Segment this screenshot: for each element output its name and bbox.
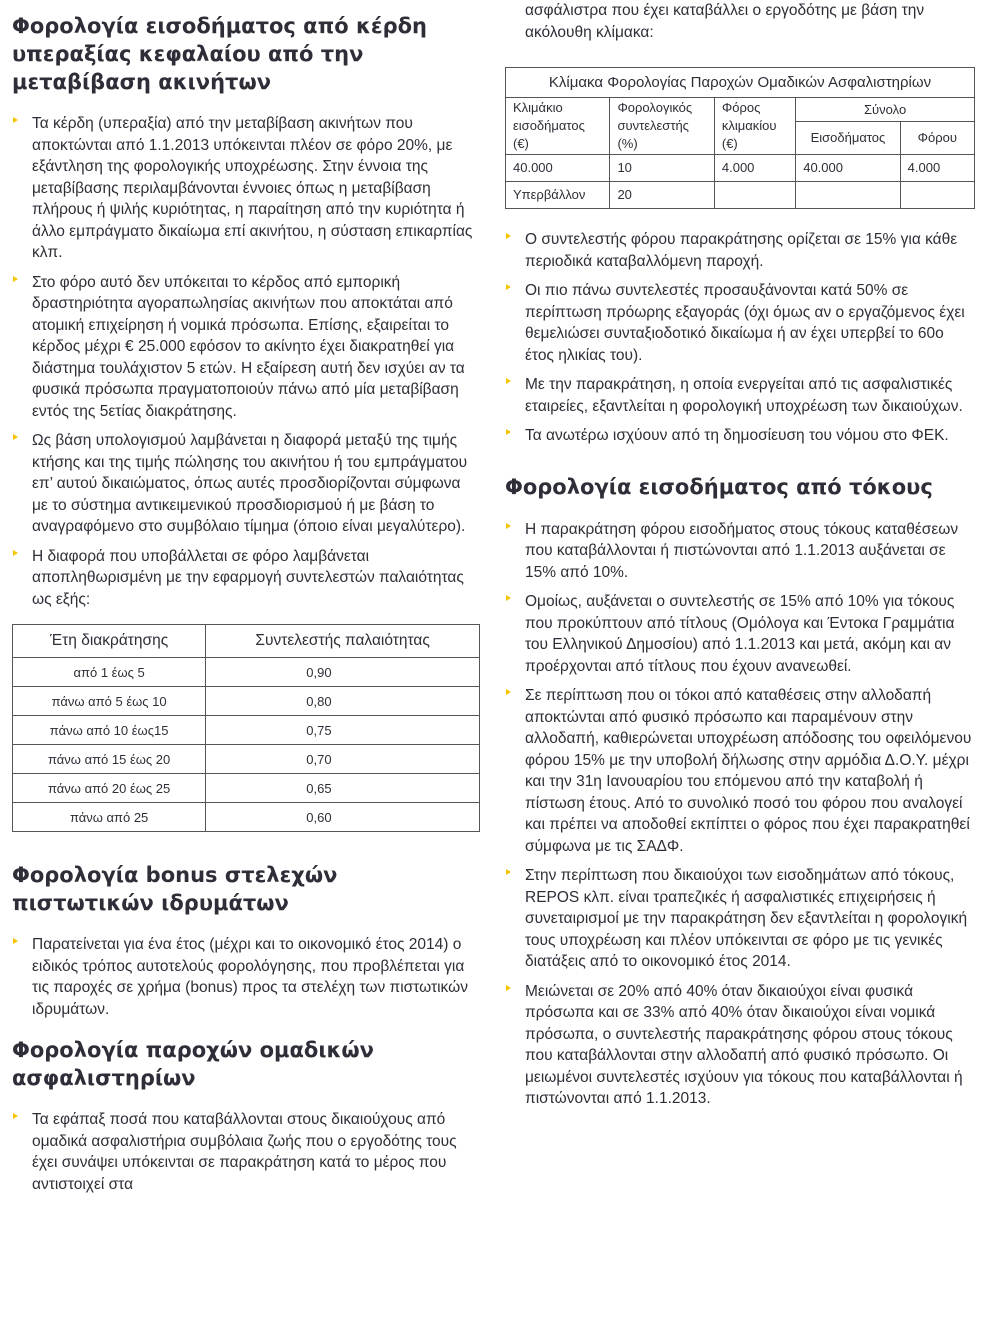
list-item-text: Στο φόρο αυτό δεν υπόκειται το κέρδος από εμπορική δραστηριότητα αγοραπωλησίας ακινήτων που αποκτάται από ατομική επιχείρηση ή νομικά πρόσωπα. Επίσης, εξαιρείται το κέρδος μέχρι € 25.000 εφόσον το ακίνητο έχει διακρατηθεί για διάστημα τουλάχιστον 5 ετών. Η εξαίρεση αυτή δεν ισχύει αν τα φυσικά πρόσωπα πραγματοποιούν πάνω από μία μεταβίβαση εντός της 5ετίας διακράτησης. [32,273,465,420]
continuation-text: ασφάλιστρα που έχει καταβάλλει ο εργοδότης με βάση την ακόλουθη κλίμακα: [525,2,925,41]
table-cell: 4.000 [714,155,795,182]
table-cell: πάνω από 10 έως15 [13,716,206,745]
bonus-list [12,934,480,1020]
list-item [505,229,975,272]
list-item-text: Μειώνεται σε 20% από 40% όταν δικαιούχοι είναι φυσικά πρόσωπα και σε 33% από 40% όταν δικαιούχοι είναι νομικά πρόσωπα, ο συντελεστής παρακράτησης φόρου στους τόκους που καταβάλλονται στην αλλοδαπή από φυσικό πρόσωπο. Οι μειωμένοι συντελεστές ισχύουν για τόκους που καταβάλλονται ή πιστώνονται από 1.1.2013. [525,982,963,1107]
table-cell: 40.000 [506,155,610,182]
table-cell: 0,65 [206,774,480,803]
list-item [505,685,975,857]
bullet-icon [506,429,511,435]
list-item [12,934,480,1020]
bullet-icon [13,550,18,556]
column-header: Συντελεστής παλαιότητας [206,625,480,658]
section-title-bonus: Φορολογία bonus στελεχών πιστωτικών ιδρυμάτων [12,863,338,915]
insurance-notes-list [505,229,975,447]
bullet-icon [506,284,511,290]
list-item [505,865,975,973]
list-item-text: Η παρακράτηση φόρου εισοδήματος στους τόκους καταθέσεων που καταβάλλονται ή πιστώνονται από 1.1.2013 αυξάνεται σε 15% από 10%. [525,520,959,581]
list-item-text: Στην περίπτωση που δικαιούχοι των εισοδημάτων από τόκους, REPOS κλπ. είναι τραπεζικές ή ασφαλιστικές επιχειρήσεις ή συνεταιρισμοί με την παρακράτηση δεν εξαντλείται η φορολογική τους υποχρέωση και πλέον υπόκεινται σε φόρο με τις γενικές διατάξεις από το οικονομικό έτος 2014. [525,867,968,970]
right-column [505,0,975,1118]
table-cell [714,182,795,209]
list-item-text: Παρατείνεται για ένα έτος (μέχρι και το οικονομικό έτος 2014) ο ειδικός τρόπος αυτοτελούς φορολόγησης, που προβλέπεται για τις παροχές σε χρήμα (bonus) προς τα στελέχη των πιστωτικών ιδρυμάτων. [32,936,468,1018]
table-cell: 4.000 [900,155,974,182]
list-item [505,519,975,584]
column-header: Φόρου [900,122,974,155]
bullet-icon [13,276,18,282]
list-item [12,430,480,538]
bullet-icon [13,434,18,440]
property-gains-list [12,113,480,610]
bullet-icon [506,689,511,695]
section-title-property-gains: Φορολογία εισοδήματος από κέρδη υπεραξίας κεφαλαίου από την μεταβίβαση ακινήτων [12,14,427,94]
list-item [12,1109,480,1195]
section-title-group-insurance: Φορολογία παροχών ομαδικών ασφαλιστηρίων [12,1038,374,1090]
list-item-text: Με την παρακράτηση, η οποία ενεργείται από τις ασφαλιστικές εταιρείες, εξαντλείται η φορολογική υποχρέωση των δικαιούχων. [525,376,963,415]
list-item [505,374,975,417]
table-row [13,745,480,774]
list-item [505,981,975,1110]
table-cell: πάνω από 20 έως 25 [13,774,206,803]
table-cell: 0,70 [206,745,480,774]
table-cell: πάνω από 5 έως 10 [13,687,206,716]
table-row [13,658,480,687]
bullet-icon [506,233,511,239]
list-item-text: Ο συντελεστής φόρου παρακράτησης ορίζεται σε 15% για κάθε περιοδικά καταβαλλόμενη παροχή. [525,231,958,270]
table-cell: 0,80 [206,687,480,716]
table-cell: 0,60 [206,803,480,832]
group-insurance-list [12,1109,480,1195]
table-header-row [506,98,975,122]
table-cell: 0,75 [206,716,480,745]
column-header: Εισοδήματος [796,122,900,155]
table-row [506,155,975,182]
table-row [13,716,480,745]
bullet-icon [13,938,18,944]
table-cell [900,182,974,209]
table-cell [796,182,900,209]
table-cell: 10 [610,155,714,182]
column-header: Φόρος κλιμακίου (€) [714,98,795,155]
table-title-row [506,68,975,98]
bullet-icon [13,117,18,123]
age-coefficient-table [12,624,480,832]
list-item-text: Τα εφάπαξ ποσά που καταβάλλονται στους δικαιούχους από ομαδικά ασφαλιστήρια συμβόλαια ζωής που ο εργοδότης τους έχει συνάψει υπόκεινται σε παρακράτηση κατά το μέρος που αντιστοιχεί στα [32,1111,457,1193]
insurance-tax-scale-table [505,67,975,209]
table-cell: από 1 έως 5 [13,658,206,687]
list-item [505,425,975,447]
list-item-text: Οι πιο πάνω συντελεστές προσαυξάνονται κατά 50% σε περίπτωση πρόωρης εξαγοράς (όχι όμως αν ο εργαζόμενος έχει θεμελιώσει συνταξιοδοτικό δικαίωμα ή αν έχει υπερβεί το 60ο έτος ηλικίας του). [525,282,965,364]
bullet-icon [506,378,511,384]
list-item [12,546,480,611]
table-cell: 40.000 [796,155,900,182]
left-column [12,0,480,1203]
table-cell: 0,90 [206,658,480,687]
bullet-icon [506,523,511,529]
list-item [12,272,480,423]
list-item [12,113,480,264]
table-cell: Υπερβάλλον [506,182,610,209]
list-item-text: Ως βάση υπολογισμού λαμβάνεται η διαφορά μεταξύ της τιμής κτήσης και της τιμής πώλησης του ακινήτου ή του εμπράγματου επ’ αυτού δικαιώματος, όπως αυτές προσδιορίζονται σύμφωνα με το σύστημα αντικειμενικού προσδιορισμού ή με βάση το αναγραφόμενο στο συμβόλαιο τίμημα (όποιο είναι μεγαλύτερο). [32,432,468,535]
bullet-icon [506,869,511,875]
column-header: Έτη διακράτησης [13,625,206,658]
table-row [13,803,480,832]
table-header-row [13,625,480,658]
list-item-text: Η διαφορά που υποβάλλεται σε φόρο λαμβάνεται αποπληθωρισμένη με την εφαρμογή συντελεστών παλαιότητας ως εξής: [32,547,464,608]
table-row [13,774,480,803]
list-item-text: Τα κέρδη (υπεραξία) από την μεταβίβαση ακινήτων που αποκτώνται από 1.1.2013 υπόκεινται πλέον σε φόρο 20%, με εξάντληση της φορολογικής υποχρέωσης. Στην έννοια της μεταβίβασης περιλαμβάνονται έννοιες όπως η μεταβίβαση πλήρους ή ψιλής κυριότητας, η παραίτηση από την κυριότητα ή άλλο εμπράγματο δικαίωμα επί ακινήτου, η σύσταση επικαρπίας κλπ. [32,115,473,261]
bullet-icon [13,1113,18,1119]
table-row [13,687,480,716]
section-title-interest: Φορολογία εισοδήματος από τόκους [505,474,933,499]
interest-list [505,519,975,1110]
bullet-icon [506,985,511,991]
table-cell: πάνω από 15 έως 20 [13,745,206,774]
column-header: Φορολογικός συντελεστής (%) [610,98,714,155]
column-header: Σύνολο [796,98,975,122]
table-title: Κλίμακα Φορολογίας Παροχών Ομαδικών Ασφαλιστηρίων [506,68,975,98]
table-cell: 20 [610,182,714,209]
bullet-icon [506,595,511,601]
table-row [506,182,975,209]
list-item-text: Σε περίπτωση που οι τόκοι από καταθέσεις στην αλλοδαπή αποκτώνται από φυσικό πρόσωπο και παραμένουν στην αλλοδαπή, καθιερώνεται υποχρέωση απόδοσης του οφειλόμενου φόρου 15% με την υποβολή δήλωσης στην αρμόδια Δ.Ο.Υ. μέχρι και την 31η Ιανουαρίου του επόμενου από την καταβολή ή πίστωση έτους. Από το συνολικό ποσό του φόρου που αναλογεί και πρέπει να αποδοθεί εκπίπτει ο φόρος που έχει παρακρατηθεί σύμφωνα με τις ΣΑΔΦ. [525,687,972,855]
table-cell: πάνω από 25 [13,803,206,832]
list-item-text: Τα ανωτέρω ισχύουν από τη δημοσίευση του νόμου στο ΦΕΚ. [525,427,949,444]
list-item-text: Ομοίως, αυξάνεται ο συντελεστής σε 15% από 10% για τόκους που προκύπτουν από τίτλους (Ομόλογα και Έντοκα Γραμμάτια του Ελληνικού Δημοσίου) από 1.1.2013 και μετά, ακόμη και αν προέρχονται από τίτλους που έχουν ανανεωθεί. [525,593,955,675]
list-item [505,591,975,677]
list-item [505,280,975,366]
column-header: Κλιμάκιο εισοδήματος (€) [506,98,610,155]
